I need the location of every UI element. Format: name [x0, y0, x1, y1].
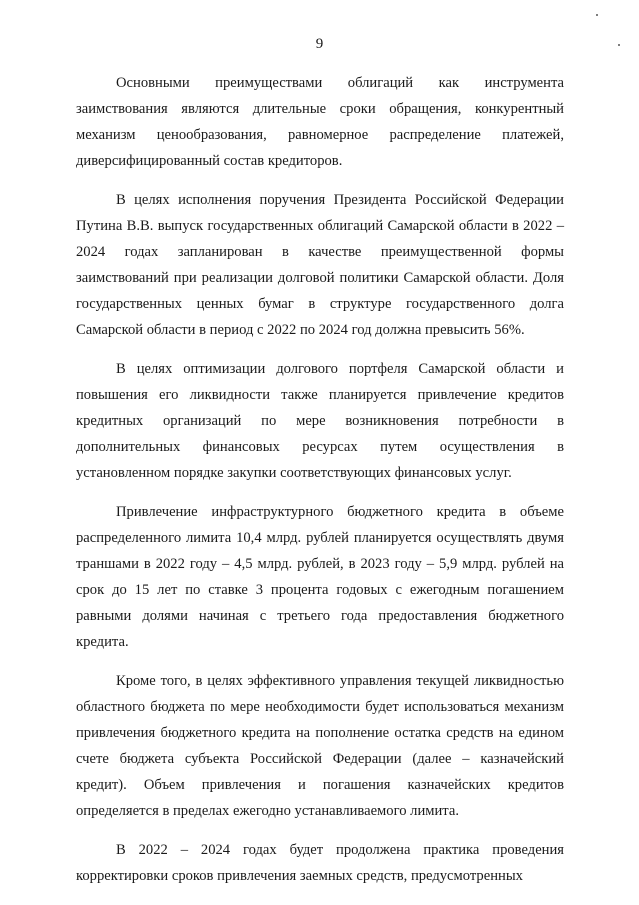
document-body: [76, 70, 564, 902]
paragraph-portfolio-optimization: В целях оптимизации долгового портфеля Самарской области и повышения его ликвидности также планируется привлечение кредитов кредитных организаций по мере возникновения потребности в дополнительных финансовых ресурсах путем осуществления в установленном порядке закупки соответствующих финансовых услуг.: [76, 361, 564, 481]
scan-speck: [618, 44, 620, 46]
paragraph-bond-issuance: В целях исполнения поручения Президента Российской Федерации Путина В.В. выпуск государственных облигаций Самарской области в 2022 – 2024 годах запланирован в качестве преимущественной формы заимствований при реализации долговой политики Самарской области. Доля государственных ценных бумаг в структуре государственного долга Самарской области в период с 2022 по 2024 год должна превысить 56%.: [76, 192, 564, 338]
paragraph-term-adjustment: В 2022 – 2024 годах будет продолжена практика проведения корректировки сроков привлечения заемных средств, предусмотренных: [76, 842, 564, 884]
page-number: 9: [315, 36, 324, 52]
paragraph-bonds-advantages: Основными преимуществами облигаций как инструмента заимствования являются длительные сроки обращения, конкурентный механизм ценообразования, равномерное распределение платежей, диверсифицированный состав кредиторов.: [76, 75, 564, 169]
paragraph-infrastructure-credit: Привлечение инфраструктурного бюджетного кредита в объеме распределенного лимита 10,4 млрд. рублей планируется осуществлять двумя траншами в 2022 году – 4,5 млрд. рублей, в 2023 году – 5,9 млрд. рублей на срок до 15 лет по ставке 3 процента годовых с ежегодным погашением равными долями начиная с третьего года предоставления бюджетного кредита.: [76, 504, 564, 650]
scan-speck: [596, 14, 598, 16]
paragraph-treasury-credit: Кроме того, в целях эффективного управления текущей ликвидностью областного бюджета по мере необходимости будет использоваться механизм привлечения бюджетного кредита на пополнение остатка средств на едином счете бюджета субъекта Российской Федерации (далее – казначейский кредит). Объем привлечения и погашения казначейских кредитов определяется в пределах ежегодно устанавливаемого лимита.: [76, 673, 564, 819]
